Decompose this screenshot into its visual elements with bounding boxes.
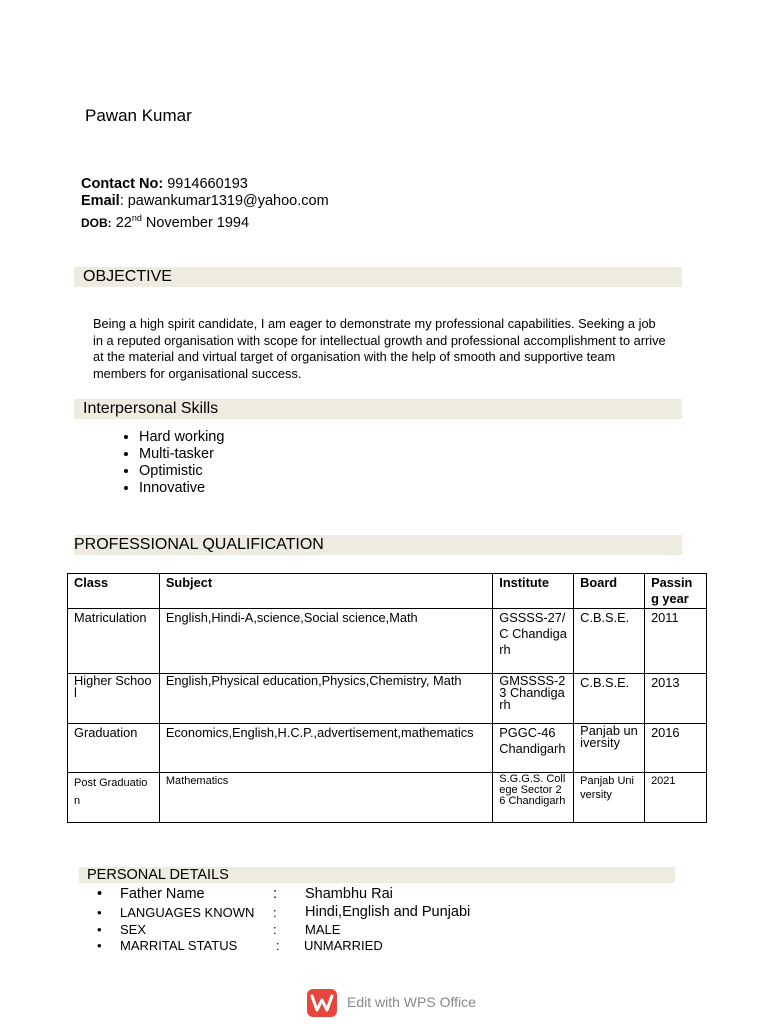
skills-list <box>97 429 224 497</box>
table-cell: 2013 <box>645 674 707 724</box>
candidate-name: Pawan Kumar <box>85 106 192 125</box>
table-cell: 2016 <box>645 724 707 773</box>
table-cell: Panjab university <box>574 724 645 773</box>
personal-heading-band <box>79 867 675 883</box>
table-cell: C.B.S.E. <box>574 609 645 674</box>
bullet-icon: • <box>97 922 102 937</box>
table-cell: Matriculation <box>68 609 160 674</box>
table-cell: 2011 <box>645 609 707 674</box>
contact-value: 9914660193 <box>167 176 248 192</box>
table-header-row <box>68 574 707 609</box>
table-cell: PGGC-46 Chandigarh <box>493 724 574 773</box>
table-cell: 2021 <box>645 773 707 823</box>
header-cell: Passing year <box>645 574 707 609</box>
dob-line <box>81 210 329 232</box>
personal-heading: PERSONAL DETAILS <box>87 867 229 883</box>
header-cell: Subject <box>159 574 492 609</box>
skills-heading-band <box>74 399 682 419</box>
detail-value: UNMARRIED <box>304 938 383 953</box>
table-cell: GSSSS-27/C Chandigarh <box>493 609 574 674</box>
table-row <box>68 724 707 773</box>
dob-suffix: nd <box>131 213 142 223</box>
detail-separator: : <box>273 905 277 920</box>
table-cell: Post Graduation <box>68 773 160 823</box>
table-cell: C.B.S.E. <box>574 674 645 724</box>
email-label: Email <box>81 193 120 209</box>
wps-edit-watermark[interactable] <box>307 989 507 1017</box>
skills-heading: Interpersonal Skills <box>83 400 219 417</box>
table-cell: Graduation <box>68 724 160 773</box>
objective-heading-band <box>74 267 682 287</box>
table-row <box>68 773 707 823</box>
dob-label: DOB: <box>81 215 112 230</box>
objective-text: Being a high spirit candidate, I am eager to demonstrate my professional capabilities. Seeking a job in a reputed organisation with scope for intellectual growth and professional accomplishment to arrive at the material and virtual target of organisation with the help of smooth and supportive team members for organisational success. <box>93 316 666 381</box>
objective-heading: OBJECTIVE <box>83 268 172 285</box>
header-cell: Institute <box>493 574 574 609</box>
list-item: • Hard working <box>139 429 224 446</box>
detail-key: LANGUAGES KNOWN <box>120 905 255 920</box>
bullet-icon: • <box>97 905 102 920</box>
table-cell: Panjab University <box>574 773 645 823</box>
detail-value: Shambhu Rai <box>305 886 393 902</box>
table-row <box>68 609 707 674</box>
list-item: • Optimistic <box>139 463 224 480</box>
dob-day: 22 <box>115 214 132 231</box>
qualification-heading: PROFESSIONAL QUALIFICATION <box>74 536 324 553</box>
detail-separator: : <box>273 886 278 902</box>
header-cell: Board <box>574 574 645 609</box>
wps-edit-label: Edit with WPS Office <box>347 994 476 1010</box>
list-item: • Innovative <box>139 480 224 497</box>
table-cell: English,Hindi-A,science,Social science,Math <box>159 609 492 674</box>
dob-rest: November 1994 <box>141 214 250 231</box>
detail-key: SEX <box>120 922 147 937</box>
detail-key: Father Name <box>120 886 205 902</box>
table-row <box>68 674 707 724</box>
contact-label: Contact No: <box>81 176 164 192</box>
table-cell: Higher School <box>68 674 160 724</box>
list-item: • Multi-tasker <box>139 446 224 463</box>
table-cell: GMSSSS-23 Chandigarh <box>493 674 574 724</box>
wps-logo-icon <box>307 989 337 1017</box>
table-cell: Economics,English,H.C.P.,advertisement,mathematics <box>159 724 492 773</box>
qualification-table <box>67 573 707 823</box>
bullet-icon: • <box>97 886 103 902</box>
detail-value: MALE <box>305 922 341 937</box>
email-value: : pawankumar1319@yahoo.com <box>119 193 329 209</box>
contact-block <box>81 176 329 232</box>
table-cell: Mathematics <box>159 773 492 823</box>
contact-line <box>81 176 329 193</box>
qualification-heading-band <box>74 535 682 555</box>
detail-value: Hindi,English and Punjabi <box>305 904 471 920</box>
bullet-icon: • <box>97 938 102 953</box>
email-line <box>81 193 329 210</box>
detail-separator: : <box>273 922 277 937</box>
table-cell: English,Physical education,Physics,Chemistry, Math <box>159 674 492 724</box>
detail-separator: : <box>276 938 280 953</box>
header-cell: Class <box>68 574 160 609</box>
table-cell: S.G.G.S. College Sector 26 Chandigarh <box>493 773 574 823</box>
detail-key: MARRITAL STATUS <box>120 938 238 953</box>
